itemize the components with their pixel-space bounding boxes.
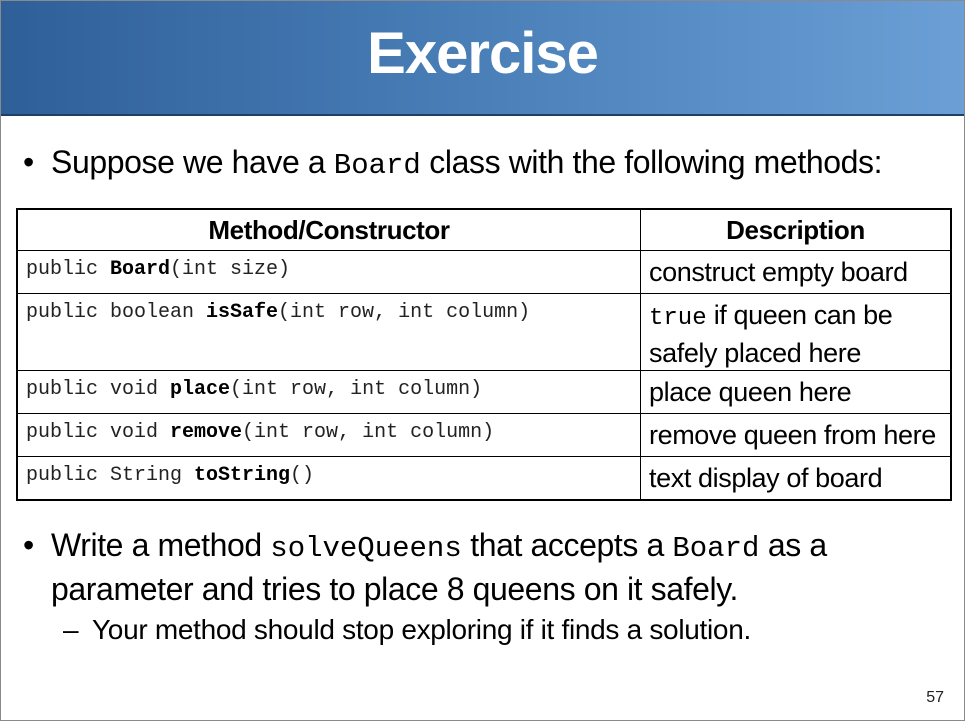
- bullet-intro: [23, 142, 953, 186]
- table-header-row: [17, 209, 951, 251]
- table-row: [17, 414, 951, 457]
- table-row: [17, 457, 951, 501]
- sub-bullet-text: Your method should stop exploring if it finds a solution.: [92, 614, 751, 645]
- sub-bullet-marker: –: [63, 614, 79, 645]
- code-solvequeens: solveQueens: [270, 532, 462, 565]
- method-signature: public Board(int size): [17, 251, 641, 294]
- method-name: Board: [110, 258, 171, 281]
- method-name: remove: [170, 421, 243, 444]
- bullet-task-text: Write a method solveQueens that accepts a Board as a parameter and tries to place 8 queens on it safely.: [51, 527, 827, 607]
- code-board: Board: [333, 149, 421, 182]
- method-name: place: [170, 378, 231, 401]
- title-bar: [1, 1, 964, 116]
- method-description: text display of board: [641, 457, 952, 501]
- method-description: construct empty board: [641, 251, 952, 294]
- method-signature: public void remove(int row, int column): [17, 414, 641, 457]
- method-description: true if queen can be safely placed here: [641, 294, 952, 371]
- method-name: isSafe: [206, 301, 279, 324]
- table-row: [17, 251, 951, 294]
- header-description: Description: [641, 209, 952, 251]
- method-signature: public void place(int row, int column): [17, 371, 641, 414]
- method-name: toString: [194, 464, 291, 487]
- method-signature: public boolean isSafe(int row, int column): [17, 294, 641, 371]
- methods-table: [16, 208, 952, 501]
- sub-bullet: [63, 612, 943, 648]
- code-board: Board: [672, 532, 760, 565]
- page-number: 57: [926, 689, 944, 706]
- method-description: place queen here: [641, 371, 952, 414]
- header-method: Method/Constructor: [17, 209, 641, 251]
- bullet-marker: •: [23, 144, 34, 180]
- bullet-marker: •: [23, 527, 34, 563]
- table-row: [17, 294, 951, 371]
- slide-title: Exercise: [367, 21, 598, 86]
- method-description: remove queen from here: [641, 414, 952, 457]
- method-signature: public String toString(): [17, 457, 641, 501]
- bullet-task: [23, 525, 953, 609]
- bullet-intro-text: Suppose we have a Board class with the following methods:: [51, 144, 883, 182]
- table-row: [17, 371, 951, 414]
